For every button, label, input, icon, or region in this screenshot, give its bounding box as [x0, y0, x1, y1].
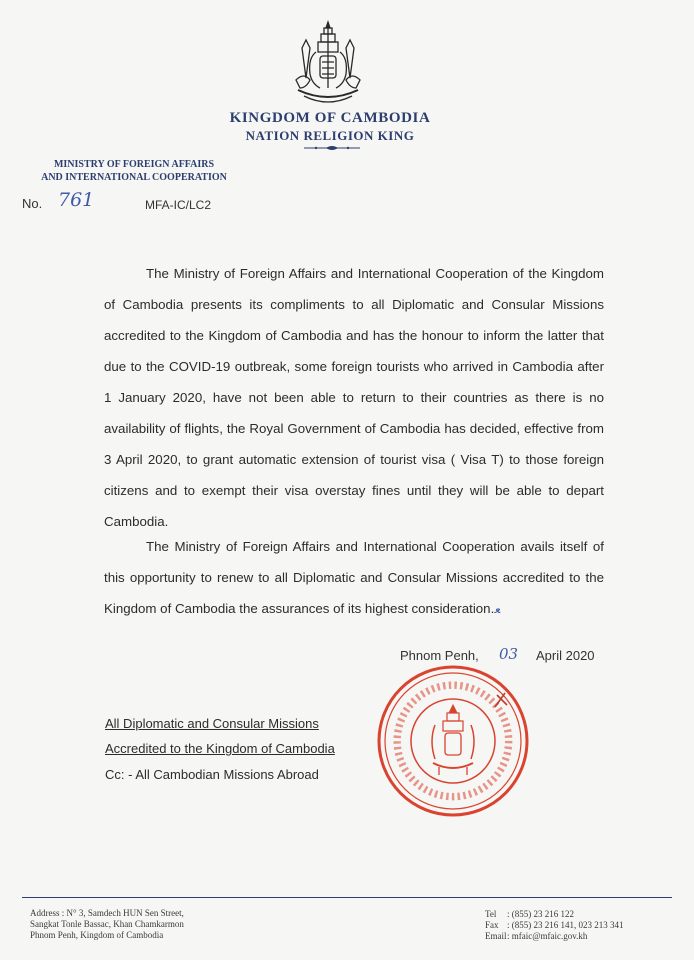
addressee-line-1: All Diplomatic and Consular Missions — [105, 716, 319, 731]
initial-mark: ﻌ — [494, 602, 501, 616]
footer-divider — [22, 897, 672, 898]
fax-value: : (855) 23 216 141, 023 213 341 — [507, 920, 624, 930]
address-line-1: Address : N° 3, Samdech HUN Sen Street, — [30, 908, 184, 918]
ministry-line-1: MINISTRY OF FOREIGN AFFAIRS — [53, 159, 215, 170]
national-motto: NATION RELIGION KING — [245, 128, 415, 143]
cc-line: Cc: - All Cambodian Missions Abroad — [105, 767, 319, 782]
royal-coat-of-arms-icon — [288, 18, 368, 110]
tel-value: : (855) 23 216 122 — [507, 909, 574, 919]
fax-label: Fax — [485, 920, 499, 930]
body-paragraph-2 — [104, 531, 604, 625]
tel-label: Tel — [485, 909, 497, 919]
paragraph-2-text: The Ministry of Foreign Affairs and International Cooperation avails itself of this opportunity to renew to all Diplomatic and Consular Missions accredited to the Kingdom of Cambodia the assurances of its highest consideration. — [104, 539, 604, 616]
reference-label: No. — [22, 196, 43, 211]
email-row — [485, 931, 624, 942]
ministry-line-2: AND INTERNATIONAL COOPERATION — [41, 172, 227, 183]
footer-contacts — [485, 909, 624, 942]
tel-row — [485, 909, 624, 920]
address-line-2: Sangkat Tonle Bassac, Khan Chamkarmon — [30, 919, 184, 929]
ministry-name — [24, 158, 244, 184]
ornament-divider-icon — [302, 144, 362, 152]
email-label: Email — [485, 931, 507, 941]
addressee-line-2: Accredited to the Kingdom of Cambodia — [105, 741, 335, 756]
official-seal-stamp-icon — [375, 663, 532, 820]
dateline-month-year: April 2020 — [536, 648, 595, 663]
kingdom-heading: KINGDOM OF CAMBODIA — [229, 110, 431, 126]
body-paragraph-1: The Ministry of Foreign Affairs and International Cooperation of the Kingdom of Cambodia presents its compliments to all Diplomatic and Consular Missions accredited to the Kingdom of Cambodia and has the honour to inform the latter that due to the COVID-19 outbreak, some foreign tourists who arrived in Cambodia after 1 January 2020, have not been able to return to their countries as there is no availability of flights, the Royal Government of Cambodia has decided, effective from 3 April 2020, to grant automatic extension of tourist visa ( Visa T) to those foreign citizens and to exempt their visa overstay fines until they will be able to depart Cambodia. — [104, 266, 604, 529]
dateline-day: 03 — [499, 645, 519, 663]
fax-row — [485, 920, 624, 931]
dateline-city: Phnom Penh, — [400, 648, 479, 663]
email-value: : mfaic@mfaic.gov.kh — [507, 931, 588, 941]
footer-address — [30, 908, 184, 941]
reference-code: MFA-IC/LC2 — [145, 198, 212, 212]
address-line-3: Phnom Penh, Kingdom of Cambodia — [30, 930, 164, 940]
reference-number: 761 — [58, 189, 95, 211]
